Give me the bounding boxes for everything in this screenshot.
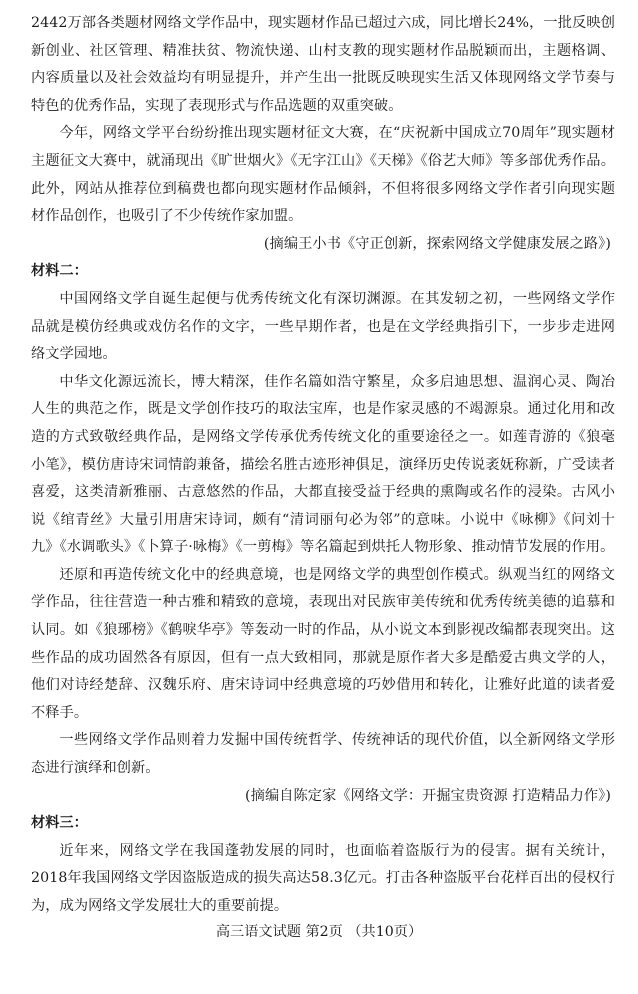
paragraph: 中国网络文学自诞生起便与优秀传统文化有深切渊源。在其发轫之初，一些网络文学作品就是模仿经典或戏仿名作的文字，一些早期作者，也是在文学经典指引下，一步步走进网络文学园地。 xyxy=(31,290,615,363)
paragraph: 今年，网络文学平台纷纷推出现实题材征文大赛，在“庆祝新中国成立70周年”现实题材主题征文大赛中，就涌现出《旷世烟火》《无字江山》《天梯》《俗艺大师》等多部优秀作品。此外，网站从推荐位到稿费也都向现实题材作品倾斜，不但将很多网络文学作者引向现实题材作品创作，也吸引了不少传统作家加盟。 xyxy=(31,125,615,225)
paragraph: 还原和再造传统文化中的经典意境，也是网络文学的典型创作模式。纵观当红的网络文学作品，往往营造一种古雅和精致的意境，表现出对民族审美传统和优秀传统美德的追慕和认同。如《狼琊榜》《鹤唳华亭》等轰动一时的作品，从小说文本到影视改编都表现突出。这些作品的成功固然各有原因，但有一点大致相同，那就是原作者大多是酷爱古典文学的人，他们对诗经楚辞、汉魏乐府、唐宋诗词中经典意境的巧妙借用和转化，让雅好此道的读者爱不释手。 xyxy=(31,566,615,721)
paragraph: 一些网络文学作品则着力发掘中国传统哲学、传统神话的现代价值，以全新网络文学形态进行演绎和创新。 xyxy=(31,732,615,777)
source-citation: (摘编自陈定家《网络文学：开掘宝贵资源 打造精品力作》) xyxy=(245,787,611,804)
source-citation: (摘编王小书《守正创新，探索网络文学健康发展之路》) xyxy=(263,235,611,252)
document-page xyxy=(31,10,615,921)
paragraph: 中华文化源远流长，博大精深，佳作名篇如浩守繁星，众多启迪思想、温润心灵、陶冶人生的典范之作，既是文学创作技巧的取法宝库，也是作家灵感的不竭源泉。通过化用和改造的方式致敬经典作品，是网络文学传承优秀传统文化的重要途径之一。如莲青游的《狼毫小笔》，模仿唐诗宋词情韵兼备，描绘名胜古迹形神俱足，演绎历史传说袤妩称新，广受读者喜爱，这类清新雅丽、古意悠然的作品，大都直接受益于经典的熏陶或名作的浸染。古风小说《绾青丝》大量引用唐宋诗词，颇有“清词丽句必为邻”的意味。小说中《咏柳》《问刘十九》《水调歌头》《卜算子·咏梅》《一剪梅》等名篇起到烘托人物形象、推动情节发展的作用。 xyxy=(31,373,615,556)
paragraph: 近年来，网络文学在我国蓬勃发展的同时，也面临着盗版行为的侵害。据有关统计，2018年我国网络文学因盗版造成的损失高达58.3亿元。打击各种盗版平台花样百出的侵权行为，成为网络文学发展壮大的重要前提。 xyxy=(31,842,615,914)
paragraph-continuation: 2442万部各类题材网络文学作品中，现实题材作品已超过六成，同比增长24%，一批反映创新创业、社区管理、精准扶贫、物流快递、山村支教的现实题材作品脱颖而出，主题格调、内容质量以及社会效益均有明显提升，并产生出一批既反映现实生活又体现网络文学节奏与特色的优秀作品，实现了表现形式与作品选题的双重突破。 xyxy=(31,15,615,114)
page-footer: 高三语文试题 第2页 （共10页） xyxy=(215,924,423,940)
section-heading: 材料三： xyxy=(31,815,88,832)
section-heading: 材料二： xyxy=(31,263,88,280)
